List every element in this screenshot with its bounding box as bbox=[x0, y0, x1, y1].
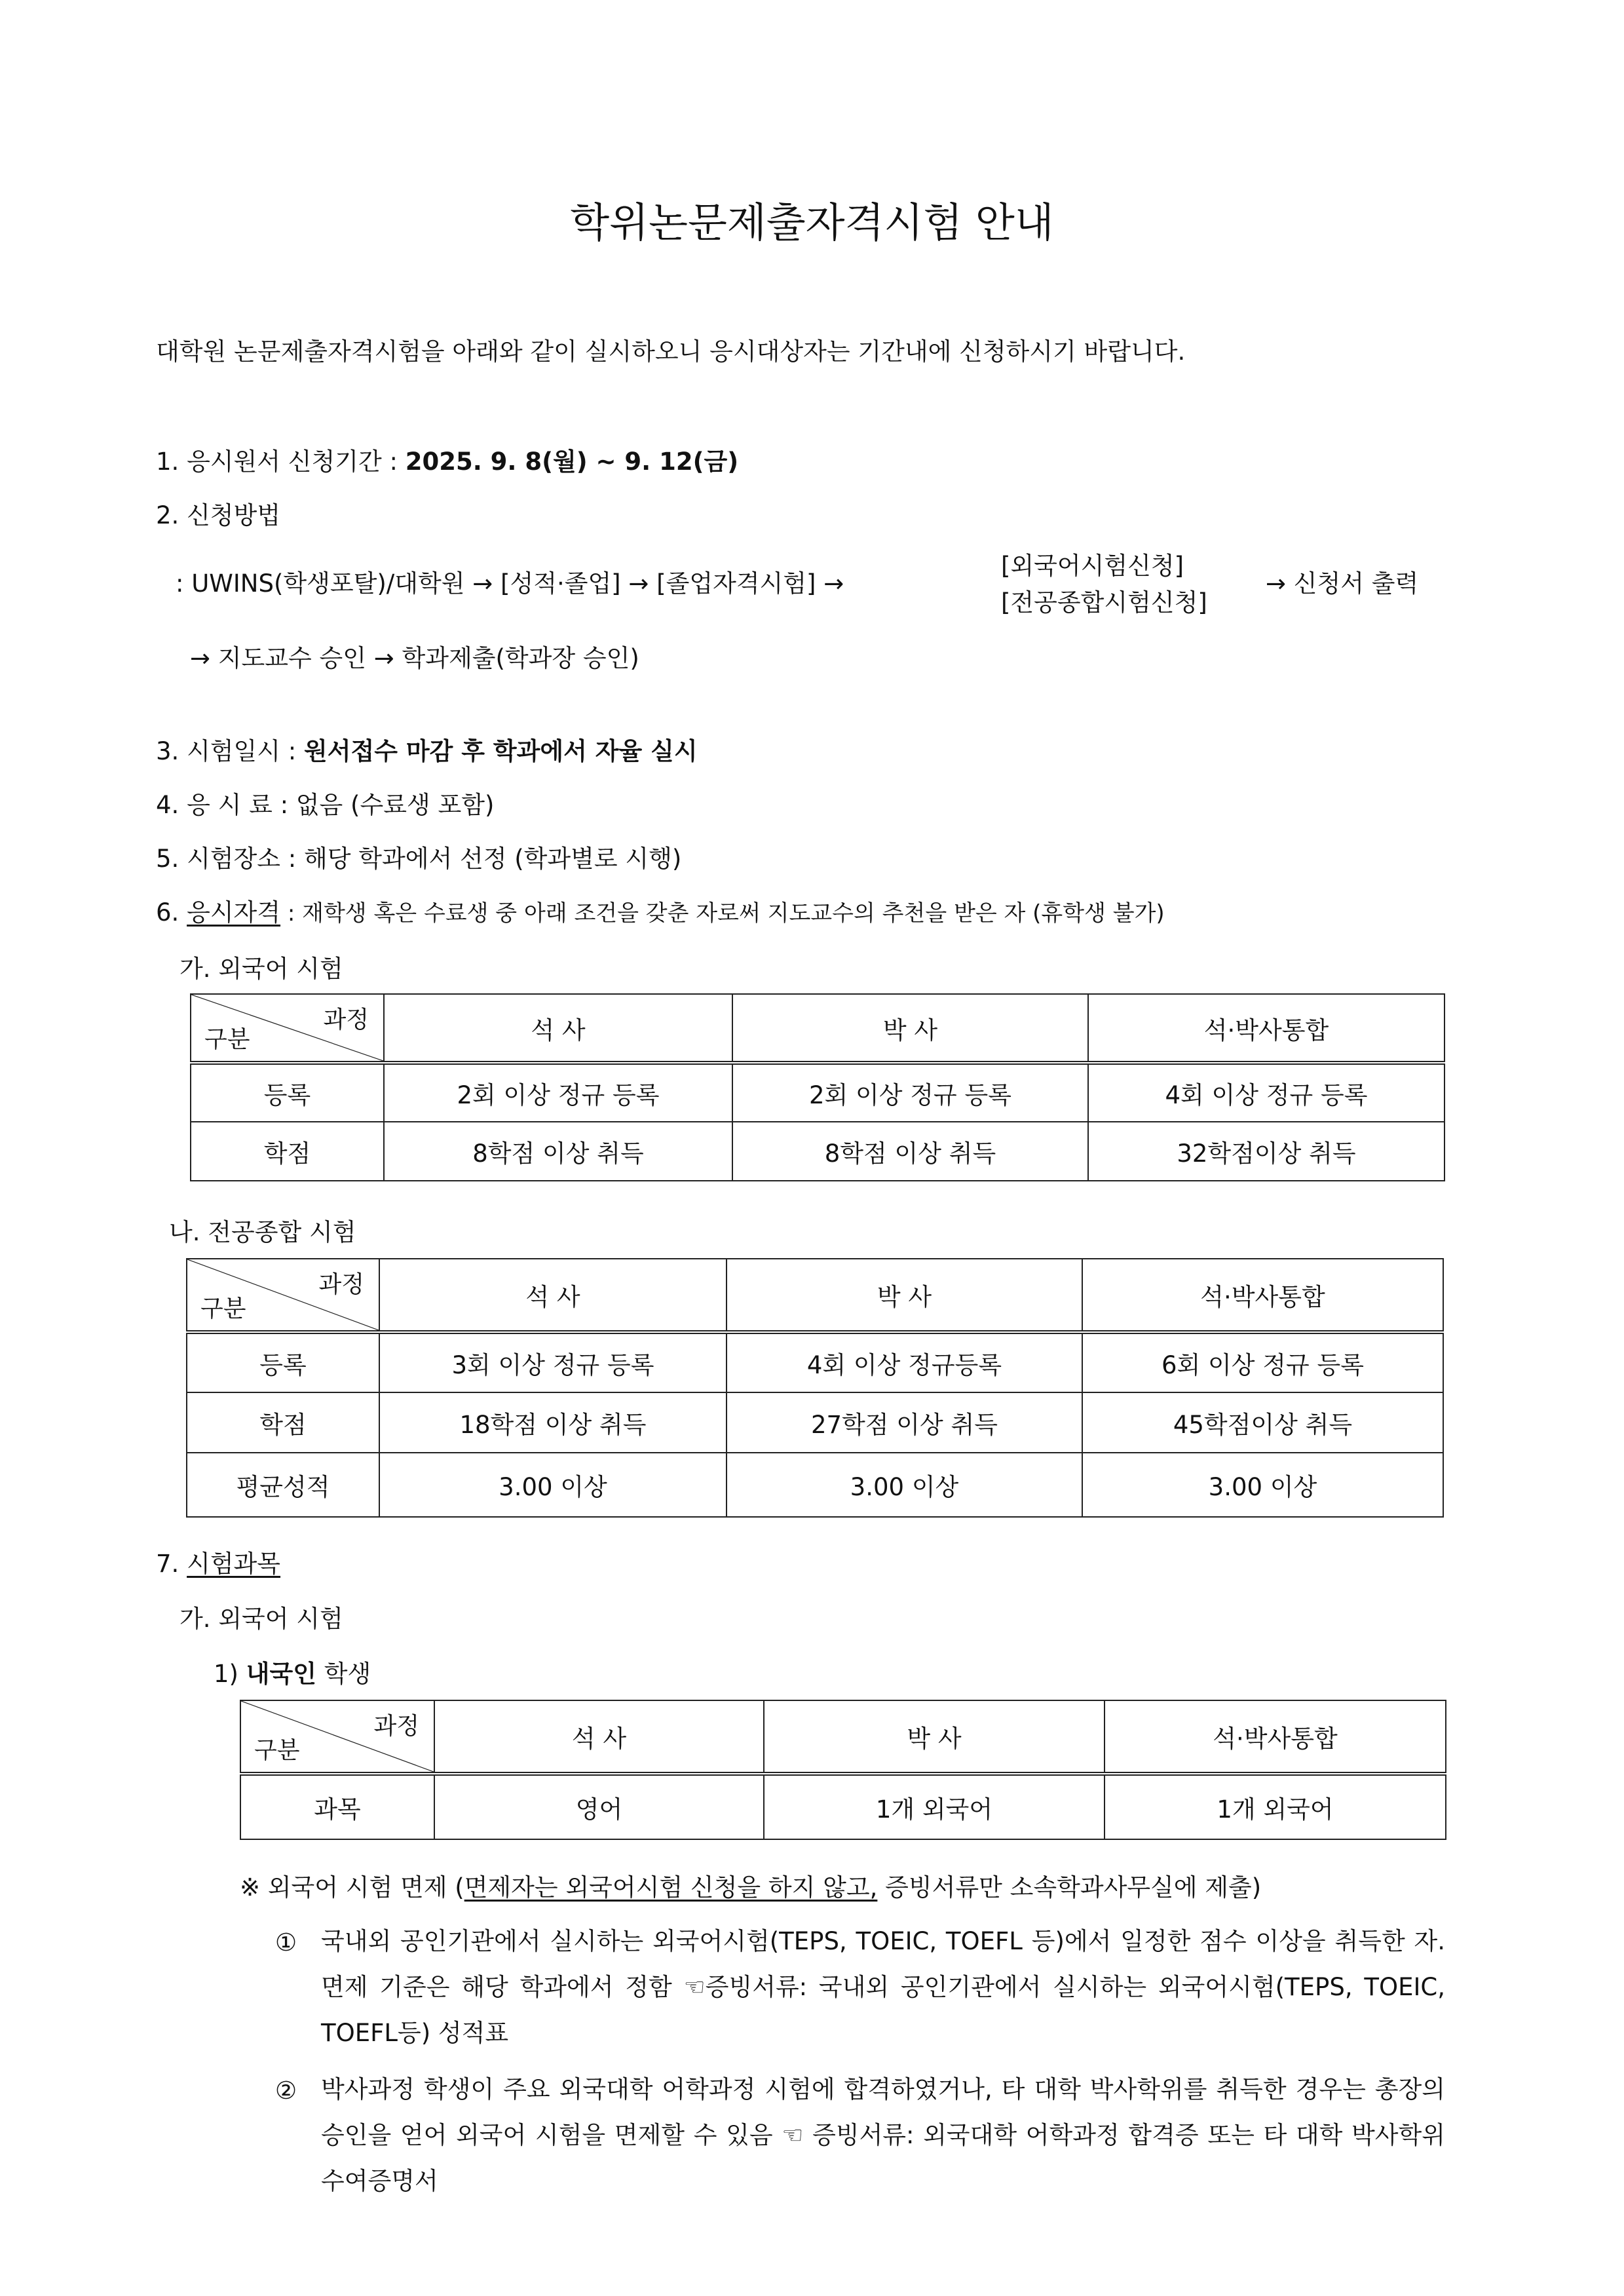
section-domestic-students bbox=[214, 1662, 371, 1686]
exemption-note bbox=[240, 1875, 1261, 1900]
option-language-exam: [외국어시험신청] bbox=[1001, 552, 1184, 580]
table-cell: 3.00 이상 bbox=[727, 1453, 1082, 1517]
column-header: 박 사 bbox=[727, 1259, 1082, 1332]
corner-bottom-label: 구분 bbox=[204, 1026, 250, 1053]
corner-bottom-label: 구분 bbox=[200, 1295, 246, 1322]
page-title: 학위논문제출자격시험 안내 bbox=[570, 199, 1054, 246]
column-header: 박 사 bbox=[732, 994, 1088, 1063]
table-row bbox=[191, 1063, 1445, 1122]
item-exam-subjects bbox=[156, 1552, 280, 1576]
column-header: 석·박사통합 bbox=[1082, 1259, 1443, 1332]
corner-top-label: 과정 bbox=[323, 1006, 369, 1033]
column-header: 석·박사통합 bbox=[1088, 994, 1445, 1063]
table-cell: 영어 bbox=[434, 1774, 764, 1839]
table-cell: 1개 외국어 bbox=[764, 1774, 1105, 1839]
table-cell: 3.00 이상 bbox=[1082, 1453, 1443, 1517]
row-label: 등록 bbox=[187, 1332, 379, 1392]
note-prefix: ※ 외국어 시험 면제 ( bbox=[240, 1873, 464, 1902]
table-cell: 4회 이상 정규등록 bbox=[727, 1332, 1082, 1392]
method-flow-suffix: → 신청서 출력 bbox=[1266, 569, 1419, 598]
table-cell: 32학점이상 취득 bbox=[1088, 1122, 1445, 1181]
row-label: 과목 bbox=[240, 1774, 434, 1839]
column-header: 박 사 bbox=[764, 1700, 1105, 1774]
table-cell: 6회 이상 정규 등록 bbox=[1082, 1332, 1443, 1392]
method-flow-line2: → 지도교수 승인 → 학과제출(학과장 승인) bbox=[190, 644, 639, 672]
column-header: 석 사 bbox=[379, 1259, 727, 1332]
item-exam-date bbox=[156, 739, 698, 763]
intro-text: 대학원 논문제출자격시험을 아래와 같이 실시하오니 응시대상자는 기간내에 신청하시기 바랍니다. bbox=[156, 337, 1186, 366]
item-application-period bbox=[156, 450, 738, 474]
section-major-exam: 나. 전공종합 시험 bbox=[169, 1218, 356, 1246]
major-exam-requirements-table bbox=[186, 1258, 1444, 1518]
row-label: 학점 bbox=[187, 1392, 379, 1453]
item-label: 1. 응시원서 신청기간 : bbox=[156, 448, 406, 476]
row-label: 등록 bbox=[191, 1063, 384, 1122]
exemption-2-marker: ② bbox=[275, 2076, 297, 2105]
row-label: 평균성적 bbox=[187, 1453, 379, 1517]
table-cell: 18학점 이상 취득 bbox=[379, 1392, 727, 1453]
section-language-exam: 가. 외국어 시험 bbox=[179, 955, 343, 983]
table-corner-cell bbox=[187, 1259, 379, 1332]
eligibility-label: 응시자격 bbox=[187, 898, 281, 927]
column-header: 석 사 bbox=[434, 1700, 764, 1774]
item-label: 3. 시험일시 : bbox=[156, 737, 305, 765]
table-row bbox=[240, 1774, 1446, 1839]
corner-bottom-label: 구분 bbox=[254, 1737, 300, 1764]
table-corner-cell bbox=[191, 994, 384, 1063]
table-row bbox=[187, 1332, 1443, 1392]
sub-item-number: 1) bbox=[214, 1660, 246, 1688]
table-cell: 2회 이상 정규 등록 bbox=[732, 1063, 1088, 1122]
application-period-value: 2025. 9. 8(월) ~ 9. 12(금) bbox=[405, 448, 739, 476]
option-major-exam: [전공종합시험신청] bbox=[1001, 588, 1207, 617]
exemption-1-text: 국내외 공인기관에서 실시하는 외국어시험(TEPS, TOEIC, TOEFL 등)에서 일정한 점수 이상을 취득한 자. 면제 기준은 해당 학과에서 정함 ☜증빙서류: 국내외 공인기관에서 실시하는 외국어시험(TEPS, TOEIC, TOEFL등) 성적표 bbox=[321, 1927, 1445, 2047]
column-header: 석 사 bbox=[384, 994, 732, 1063]
table-row bbox=[187, 1392, 1443, 1453]
note-underlined: 면제자는 외국어시험 신청을 하지 않고, bbox=[464, 1873, 878, 1902]
table-cell: 8학점 이상 취득 bbox=[384, 1122, 732, 1181]
table-cell: 3.00 이상 bbox=[379, 1453, 727, 1517]
note-suffix: 증빙서류만 소속학과사무실에 제출) bbox=[877, 1873, 1262, 1902]
table-corner-cell bbox=[240, 1700, 434, 1774]
students-label: 학생 bbox=[316, 1660, 371, 1688]
column-header: 석·박사통합 bbox=[1105, 1700, 1446, 1774]
item-number: 7. bbox=[156, 1550, 187, 1578]
table-cell: 27학점 이상 취득 bbox=[727, 1392, 1082, 1453]
item-exam-fee: 4. 응 시 료 : 없음 (수료생 포함) bbox=[156, 791, 495, 819]
table-cell: 45학점이상 취득 bbox=[1082, 1392, 1443, 1453]
table-cell: 8학점 이상 취득 bbox=[732, 1122, 1088, 1181]
item-number: 6. bbox=[156, 898, 187, 927]
table-cell: 3회 이상 정규 등록 bbox=[379, 1332, 727, 1392]
domestic-label: 내국인 bbox=[246, 1660, 316, 1688]
item-eligibility bbox=[156, 900, 1165, 925]
section-language-exam-subjects: 가. 외국어 시험 bbox=[179, 1605, 343, 1633]
exam-date-value: 원서접수 마감 후 학과에서 자율 실시 bbox=[304, 737, 698, 765]
language-exam-requirements-table bbox=[190, 993, 1445, 1181]
exemption-2-text: 박사과정 학생이 주요 외국대학 어학과정 시험에 합격하였거나, 타 대학 박사학위를 취득한 경우는 총장의 승인을 얻어 외국어 시험을 면제할 수 있음 ☜ 증빙서류: 외국대학 어학과정 합격증 또는 타 대학 박사학위수여증명서 bbox=[321, 2075, 1445, 2195]
corner-top-label: 과정 bbox=[373, 1713, 419, 1740]
eligibility-desc: : 재학생 혹은 수료생 중 아래 조건을 갖춘 자로써 지도교수의 추천을 받은 자 (휴학생 불가) bbox=[280, 900, 1165, 927]
corner-top-label: 과정 bbox=[318, 1271, 364, 1298]
method-options bbox=[1001, 548, 1207, 621]
language-exam-subjects-table bbox=[240, 1700, 1446, 1840]
exemption-1-marker: ① bbox=[275, 1928, 297, 1957]
item-exam-location: 5. 시험장소 : 해당 학과에서 선정 (학과별로 시행) bbox=[156, 845, 682, 873]
table-row bbox=[187, 1453, 1443, 1517]
table-cell: 2회 이상 정규 등록 bbox=[384, 1063, 732, 1122]
table-cell: 4회 이상 정규 등록 bbox=[1088, 1063, 1445, 1122]
table-cell: 1개 외국어 bbox=[1105, 1774, 1446, 1839]
row-label: 학점 bbox=[191, 1122, 384, 1181]
exam-subjects-label: 시험과목 bbox=[187, 1550, 281, 1578]
table-row bbox=[191, 1122, 1445, 1181]
method-flow-prefix: : UWINS(학생포탈)/대학원 → [성적·졸업] → [졸업자격시험] → bbox=[176, 569, 844, 598]
item-application-method: 2. 신청방법 bbox=[156, 501, 281, 529]
